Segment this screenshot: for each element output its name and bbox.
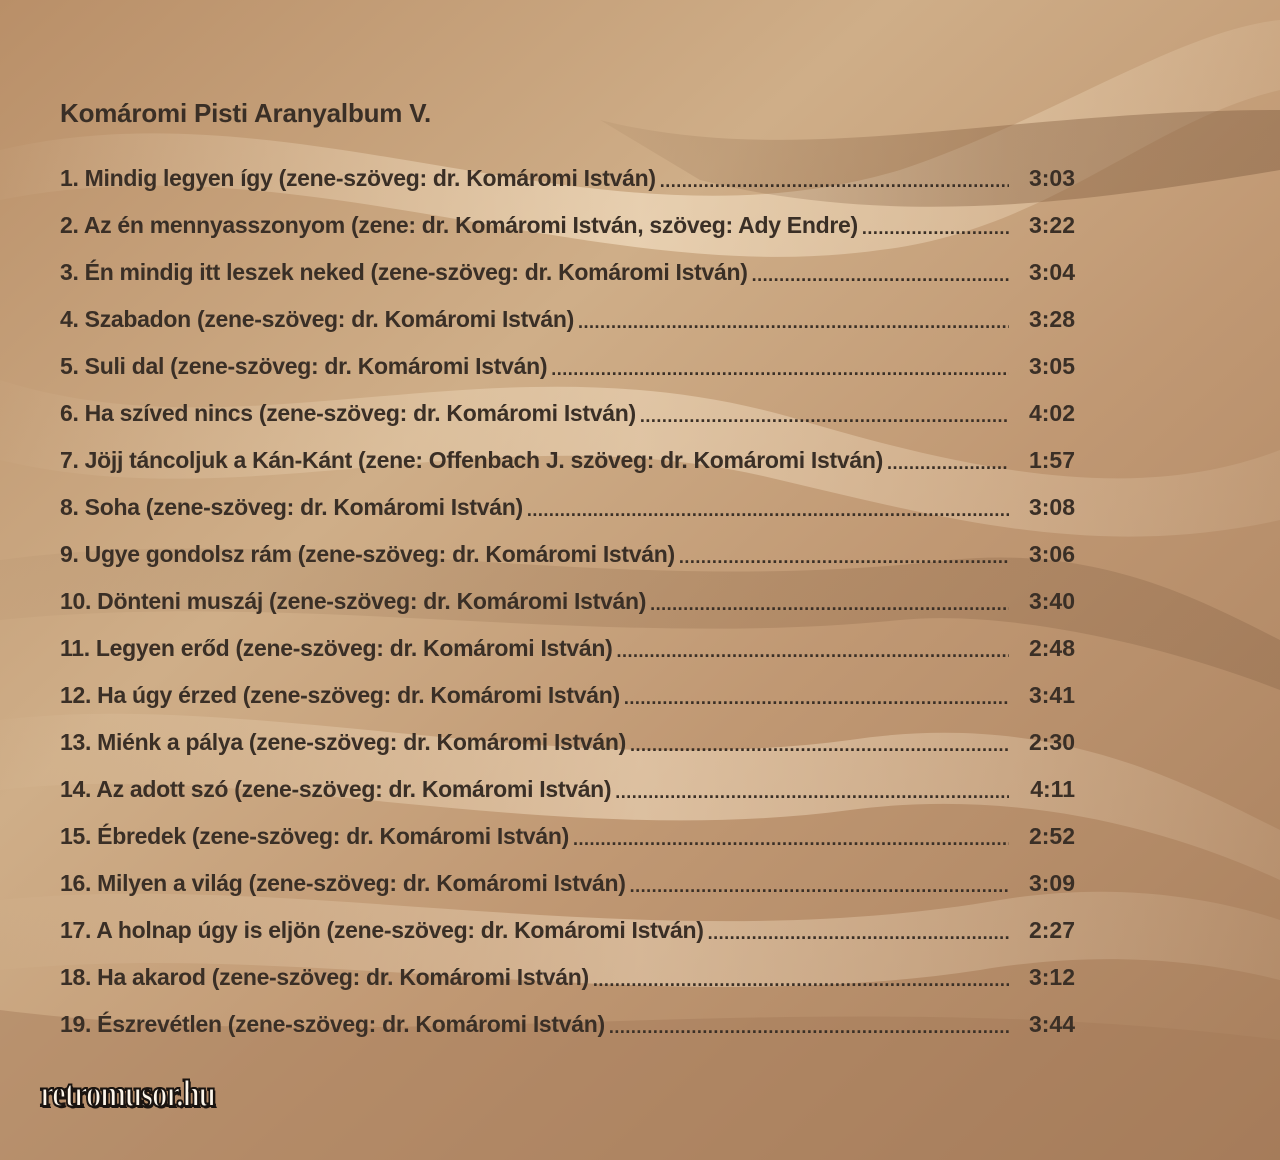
track-duration: 3:06 bbox=[1028, 541, 1075, 567]
track-row bbox=[60, 729, 1075, 776]
dot-leader bbox=[887, 448, 1009, 470]
track-duration: 3:03 bbox=[1028, 165, 1075, 191]
track-row bbox=[60, 306, 1075, 353]
track-title: 2. Az én mennyasszonyom (zene: dr. Komáromi István, szöveg: Ady Endre) bbox=[60, 212, 858, 238]
track-row bbox=[60, 823, 1075, 870]
track-duration: 4:02 bbox=[1028, 400, 1075, 426]
track-duration: 2:48 bbox=[1028, 635, 1075, 661]
track-title: 5. Suli dal (zene-szöveg: dr. Komáromi István) bbox=[60, 353, 548, 379]
track-title: 15. Ébredek (zene-szöveg: dr. Komáromi István) bbox=[60, 823, 569, 849]
track-title: 19. Észrevétlen (zene-szöveg: dr. Komáromi István) bbox=[60, 1011, 605, 1037]
track-row bbox=[60, 588, 1075, 635]
track-title: 1. Mindig legyen így (zene-szöveg: dr. Komáromi István) bbox=[60, 165, 656, 191]
track-title: 7. Jöjj táncoljuk a Kán-Kánt (zene: Offenbach J. szöveg: dr. Komáromi István) bbox=[60, 447, 883, 473]
album-title: Komáromi Pisti Aranyalbum V. bbox=[60, 98, 432, 128]
dot-leader bbox=[573, 824, 1009, 846]
dot-leader bbox=[630, 871, 1009, 893]
track-row bbox=[60, 682, 1075, 729]
track-title: 3. Én mindig itt leszek neked (zene-szöveg: dr. Komáromi István) bbox=[60, 259, 748, 285]
tracklist bbox=[60, 165, 1075, 1058]
track-duration: 3:05 bbox=[1028, 353, 1075, 379]
track-row bbox=[60, 353, 1075, 400]
track-title: 6. Ha szíved nincs (zene-szöveg: dr. Komáromi István) bbox=[60, 400, 636, 426]
track-row bbox=[60, 447, 1075, 494]
track-duration: 3:04 bbox=[1028, 259, 1075, 285]
dot-leader bbox=[609, 1012, 1009, 1034]
dot-leader bbox=[660, 166, 1009, 188]
dot-leader bbox=[617, 636, 1010, 658]
dot-leader bbox=[640, 401, 1009, 423]
track-duration: 3:12 bbox=[1028, 964, 1075, 990]
track-row bbox=[60, 870, 1075, 917]
track-duration: 2:27 bbox=[1028, 917, 1075, 943]
track-row bbox=[60, 1011, 1075, 1058]
track-row bbox=[60, 635, 1075, 682]
dot-leader bbox=[679, 542, 1009, 564]
dot-leader bbox=[624, 683, 1009, 705]
track-duration: 3:28 bbox=[1028, 306, 1075, 332]
track-duration: 3:40 bbox=[1028, 588, 1075, 614]
dot-leader bbox=[615, 777, 1009, 799]
track-title: 10. Dönteni muszáj (zene-szöveg: dr. Komáromi István) bbox=[60, 588, 647, 614]
track-duration: 3:41 bbox=[1028, 682, 1075, 708]
track-row bbox=[60, 776, 1075, 823]
track-duration: 2:52 bbox=[1028, 823, 1075, 849]
track-row bbox=[60, 964, 1075, 1011]
dot-leader bbox=[630, 730, 1009, 752]
track-row bbox=[60, 212, 1075, 259]
watermark-logo: retromusor.hu bbox=[40, 1073, 215, 1115]
dot-leader bbox=[593, 965, 1009, 987]
track-title: 11. Legyen erőd (zene-szöveg: dr. Komáromi István) bbox=[60, 635, 613, 661]
track-duration: 4:11 bbox=[1030, 776, 1075, 802]
track-row bbox=[60, 494, 1075, 541]
track-row bbox=[60, 541, 1075, 588]
dot-leader bbox=[708, 918, 1009, 940]
track-title: 16. Milyen a világ (zene-szöveg: dr. Komáromi István) bbox=[60, 870, 626, 896]
track-duration: 3:09 bbox=[1028, 870, 1075, 896]
track-row bbox=[60, 165, 1075, 212]
track-title: 14. Az adott szó (zene-szöveg: dr. Komáromi István) bbox=[60, 776, 612, 802]
dot-leader bbox=[551, 354, 1009, 376]
track-duration: 3:08 bbox=[1028, 494, 1075, 520]
track-duration: 1:57 bbox=[1028, 447, 1075, 473]
dot-leader bbox=[752, 260, 1009, 282]
track-title: 8. Soha (zene-szöveg: dr. Komáromi István) bbox=[60, 494, 523, 520]
dot-leader bbox=[862, 213, 1009, 235]
track-row bbox=[60, 259, 1075, 306]
track-title: 17. A holnap úgy is eljön (zene-szöveg: dr. Komáromi István) bbox=[60, 917, 704, 943]
track-row bbox=[60, 917, 1075, 964]
track-title: 9. Ugye gondolsz rám (zene-szöveg: dr. Komáromi István) bbox=[60, 541, 675, 567]
track-row bbox=[60, 400, 1075, 447]
dot-leader bbox=[578, 307, 1009, 329]
track-duration: 3:22 bbox=[1028, 212, 1075, 238]
dot-leader bbox=[527, 495, 1009, 517]
track-duration: 2:30 bbox=[1028, 729, 1075, 755]
track-title: 18. Ha akarod (zene-szöveg: dr. Komáromi István) bbox=[60, 964, 589, 990]
track-title: 13. Miénk a pálya (zene-szöveg: dr. Komáromi István) bbox=[60, 729, 626, 755]
track-duration: 3:44 bbox=[1028, 1011, 1075, 1037]
dot-leader bbox=[650, 589, 1009, 611]
track-title: 12. Ha úgy érzed (zene-szöveg: dr. Komáromi István) bbox=[60, 682, 620, 708]
track-title: 4. Szabadon (zene-szöveg: dr. Komáromi István) bbox=[60, 306, 575, 332]
